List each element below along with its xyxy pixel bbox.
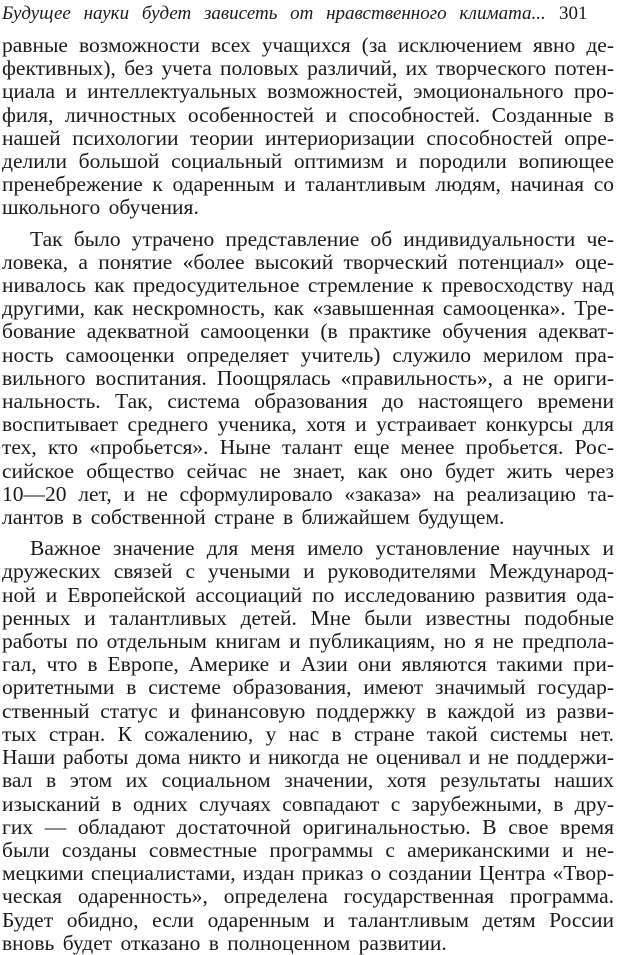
text-line: бование адекватной самооценки (в практике обучения адекват- [2, 319, 614, 344]
text-line: равные возможности всех учащихся (за исключением явно де- [2, 33, 614, 57]
text-line: нальность. Так, система образования до настоящего времени [2, 389, 614, 414]
text-line: вал в этом их социальном значении, хотя результаты наших [2, 768, 614, 793]
running-head [2, 2, 602, 28]
text-line: ность самооценки определяет учитель) служило мерилом пра- [2, 342, 614, 367]
text-line: дружеских связей с учеными и руководителями Международ- [2, 559, 614, 584]
body-text [2, 34, 614, 955]
text-line: гих — обладают достаточной оригинальностью. В свое время [2, 814, 614, 839]
text-line: работы по отдельным книгам и публикациям, но я не предпола- [2, 629, 614, 654]
text-line: сийское общество сейчас не знает, как оно будет жить через [2, 458, 614, 483]
page-number: 301 [559, 3, 588, 24]
text-line: ственный статус и финансовую поддержку в каждой из разви- [2, 698, 614, 723]
text-line: ренных и талантливых детей. Мне были известны подобные [2, 605, 614, 630]
text-line: воспитывает среднего ученика, хотя и устраивает конкурсы для [2, 412, 614, 437]
text-line: тых стран. К сожалению, у нас в стране такой системы нет. [2, 721, 614, 746]
text-line: филя, личностных особенностей и способностей. Созданные в [2, 102, 614, 127]
text-line: циала и интеллектуальных возможностей, эмоционального про- [2, 79, 614, 104]
text-line: Важное значение для меня имело установление научных и [30, 536, 614, 561]
paragraph-3 [2, 537, 614, 955]
text-line: школьного обучения. [2, 195, 199, 220]
text-line: Так было утрачено представление об индивидуальности че- [30, 226, 614, 251]
text-line: делили большой социальный оптимизм и породили вопиющее [2, 149, 614, 174]
text-line: ной и Европейской ассоциаций по исследованию развития ода- [2, 582, 614, 607]
text-line: вновь будет отказано в полноценном развитии. [2, 930, 447, 955]
text-line: ловека, а понятие «более высокий творческий потенциал» оце- [2, 249, 614, 274]
text-line: нивалось как предосудительное стремление к превосходству над [2, 273, 614, 298]
paragraph-1 [2, 34, 614, 220]
text-line: гал, что в Европе, Америке и Азии они являются такими при- [2, 652, 614, 677]
text-line: вильного воспитания. Поощрялась «правильность», а не ориги- [2, 365, 614, 390]
text-line: нашей психологии теории интериоризации способностей опре- [2, 125, 614, 150]
text-line: фективных), без учета половых различий, их творческого потен- [2, 56, 614, 81]
text-line: Будет обидно, если одаренным и талантливым детям России [2, 907, 614, 932]
text-line: ческая одаренность», определена государственная программа. [2, 884, 614, 909]
text-line: изысканий в одних случаях совпадают с зарубежными, в дру- [2, 791, 614, 816]
text-line: Наши работы дома никто и никогда не оценивал и не поддержи- [2, 745, 614, 770]
text-line: мецкими специалистами, издан приказ о создании Центра «Твор- [2, 861, 614, 886]
text-line: оритетными в системе образования, имеют значимый государ- [2, 675, 614, 700]
text-line: другими, как нескромность, как «завышенная самооценка». Тре- [2, 296, 614, 321]
text-line: 10—20 лет, и не сформулировало «заказа» на реализацию та- [2, 481, 614, 506]
text-line: были созданы совместные программы с американскими и не- [2, 837, 614, 862]
paragraph-2 [2, 228, 614, 530]
text-line: тех, кто «пробьется». Ныне талант еще менее пробьется. Рос- [2, 435, 614, 460]
running-title: Будущее науки будет зависеть от нравственного климата... [2, 3, 546, 24]
text-line: лантов в собственной стране в ближайшем будущем. [2, 505, 505, 530]
text-line: пренебрежение к одаренным и талантливым людям, начиная со [2, 172, 614, 197]
